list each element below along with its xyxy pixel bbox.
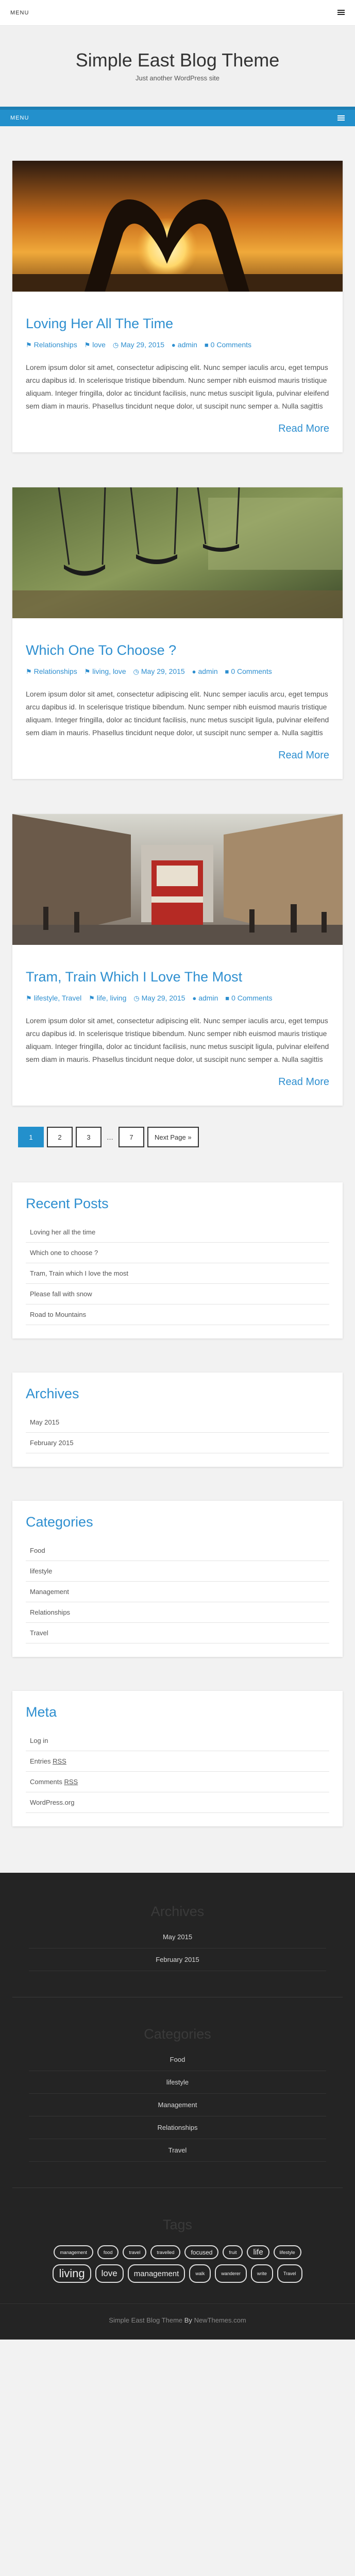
copyright-by: By (184, 2316, 192, 2324)
footer-archive-link[interactable]: February 2015 (29, 1948, 326, 1971)
post-comments-link[interactable]: 0 Comments (231, 667, 272, 675)
site-description: Just another WordPress site (135, 74, 220, 82)
site-title[interactable]: Simple East Blog Theme (75, 49, 280, 71)
recent-post-link[interactable]: Road to Mountains (26, 1304, 329, 1325)
pagination-ellipsis: … (107, 1133, 113, 1141)
pagination (0, 1126, 355, 1147)
tag-link[interactable]: fruit (223, 2245, 243, 2259)
post-meta (26, 992, 329, 1004)
page-1-button[interactable]: 1 (18, 1127, 44, 1147)
footer-widget-title: Archives (150, 1904, 205, 1919)
footer-category-link[interactable]: Food (29, 2048, 326, 2071)
post-category-link[interactable]: lifestyle, Travel (33, 994, 82, 1002)
top-menu-label[interactable]: MENU (10, 9, 29, 16)
category-link[interactable]: Food (26, 1540, 329, 1561)
post-title[interactable]: Tram, Train Which I Love The Most (26, 969, 243, 985)
recent-post-link[interactable]: Loving her all the time (26, 1222, 329, 1243)
comments-label: Comments (30, 1778, 62, 1786)
post-meta (26, 339, 329, 351)
post-category-link[interactable]: Relationships (33, 667, 77, 675)
footer-archives-widget (0, 1904, 355, 1971)
post-thumbnail-swings[interactable] (12, 487, 343, 618)
post-title[interactable]: Which One To Choose ? (26, 642, 177, 658)
user-icon: ● (192, 668, 196, 675)
widget-title: Meta (26, 1704, 57, 1720)
post-date-link[interactable]: May 29, 2015 (141, 994, 185, 1002)
post-comments-link[interactable]: 0 Comments (210, 341, 252, 349)
post-thumbnail-tram[interactable] (12, 814, 343, 945)
recent-post-link[interactable]: Which one to choose ? (26, 1243, 329, 1263)
nav-hamburger-icon[interactable] (337, 115, 345, 121)
category-link[interactable]: Management (26, 1582, 329, 1602)
post-author-link[interactable]: admin (198, 994, 218, 1002)
footer-tags-widget (0, 2217, 355, 2283)
post-comments-link[interactable]: 0 Comments (231, 994, 273, 1002)
tag-link[interactable]: focused (184, 2245, 218, 2259)
rss-abbr: RSS (53, 1757, 66, 1765)
footer-widget-title: Tags (162, 2217, 193, 2232)
main-navbar (0, 107, 355, 126)
login-link[interactable]: Log in (26, 1731, 329, 1751)
post-card (12, 161, 343, 452)
copyright-bar (0, 2303, 355, 2340)
tag-icon: ⚑ (84, 341, 91, 349)
post-tags-link[interactable]: love (92, 341, 106, 349)
post-thumbnail-heart-sunset[interactable] (12, 161, 343, 292)
copyright-link[interactable]: NewThemes.com (194, 2316, 246, 2324)
comment-icon: ■ (204, 341, 209, 349)
post-tags-link[interactable]: life, living (96, 994, 127, 1002)
footer-category-link[interactable]: Travel (29, 2139, 326, 2162)
tag-link[interactable]: travel (123, 2245, 146, 2259)
page-last-button[interactable]: 7 (119, 1127, 144, 1147)
post-meta (26, 666, 329, 677)
tag-link[interactable]: travelled (150, 2245, 180, 2259)
tag-cloud (10, 2245, 345, 2283)
bookmark-icon: ⚑ (26, 341, 32, 349)
tag-link[interactable]: Travel (277, 2264, 302, 2283)
tag-link[interactable]: love (95, 2264, 124, 2283)
page-2-button[interactable]: 2 (47, 1127, 73, 1147)
read-more-link[interactable]: Read More (278, 423, 329, 434)
tag-link[interactable]: write (251, 2264, 273, 2283)
post-date-link[interactable]: May 29, 2015 (121, 341, 165, 349)
tag-link[interactable]: wanderer (215, 2264, 247, 2283)
post-category-link[interactable]: Relationships (33, 341, 77, 349)
site-header (0, 26, 355, 107)
tag-link[interactable]: food (97, 2245, 119, 2259)
post-author-link[interactable]: admin (177, 341, 197, 349)
post-excerpt: Lorem ipsum dolor sit amet, consectetur adipiscing elit. Nunc semper iaculis arcu, eget tempus arcu dapibus id. In scelerisque tristique bibendum. Nunc semper nibh euismod mauris tristique aliquam. Integer fringilla, dolor ac tincidunt facilisis, nunc metus suscipit ligula, pulvinar eleifend sem diam in mauris. Phasellus tincidunt neque dolor, ut suscipit nunc semper a. Nulla sagittis (26, 690, 329, 737)
hamburger-icon[interactable] (337, 10, 345, 15)
post-title[interactable]: Loving Her All The Time (26, 316, 174, 331)
tag-icon: ⚑ (89, 994, 95, 1002)
clock-icon: ◷ (133, 668, 139, 675)
site-footer (0, 1873, 355, 2340)
nav-menu-label[interactable]: MENU (10, 115, 29, 121)
meta-widget (12, 1691, 343, 1826)
entries-label: Entries (30, 1757, 51, 1765)
widget-title: Archives (26, 1386, 79, 1401)
category-link[interactable]: Relationships (26, 1602, 329, 1623)
post-excerpt: Lorem ipsum dolor sit amet, consectetur adipiscing elit. Nunc semper iaculis arcu, eget tempus arcu dapibus id. In scelerisque tristique bibendum. Nunc semper nibh euismod mauris tristique aliquam. Integer fringilla, dolor ac tincidunt facilisis, nunc metus suscipit ligula, pulvinar eleifend sem diam in mauris. Phasellus tincidunt neque dolor, ut suscipit nunc semper a. Nulla sagittis (26, 1016, 329, 1063)
main-content (0, 126, 355, 1106)
footer-category-link[interactable]: Management (29, 2094, 326, 2116)
tag-link[interactable]: management (128, 2264, 185, 2283)
bookmark-icon: ⚑ (26, 994, 32, 1002)
tag-link[interactable]: walk (189, 2264, 211, 2283)
copyright-theme: Simple East Blog Theme (109, 2316, 183, 2324)
post-card (12, 487, 343, 779)
comment-icon: ■ (225, 994, 230, 1002)
widget-title: Recent Posts (26, 1196, 109, 1211)
archive-link[interactable]: May 2015 (26, 1412, 329, 1433)
archives-widget (12, 1372, 343, 1467)
comment-icon: ■ (225, 668, 229, 675)
footer-archive-link[interactable]: May 2015 (29, 1926, 326, 1948)
post-author-link[interactable]: admin (198, 667, 218, 675)
read-more-link[interactable]: Read More (278, 750, 329, 761)
category-link[interactable]: lifestyle (26, 1561, 329, 1582)
archive-link[interactable]: February 2015 (26, 1433, 329, 1453)
footer-category-link[interactable]: lifestyle (29, 2071, 326, 2094)
widget-title: Categories (26, 1514, 93, 1530)
category-link[interactable]: Travel (26, 1623, 329, 1643)
next-page-button[interactable]: Next Page » (147, 1127, 199, 1147)
user-icon: ● (192, 994, 197, 1002)
clock-icon: ◷ (112, 341, 119, 349)
read-more-link[interactable]: Read More (278, 1076, 329, 1088)
tag-icon: ⚑ (84, 668, 91, 675)
clock-icon: ◷ (133, 994, 140, 1002)
top-bar (0, 0, 355, 26)
tag-link[interactable]: living (53, 2264, 91, 2283)
entries-rss-link[interactable] (26, 1751, 329, 1772)
rss-abbr: RSS (64, 1778, 78, 1786)
recent-post-link[interactable]: Tram, Train which I love the most (26, 1263, 329, 1284)
recent-posts-widget (12, 1182, 343, 1338)
categories-widget (12, 1501, 343, 1657)
tag-link[interactable]: lifestyle (274, 2245, 301, 2259)
footer-widget-title: Categories (144, 2026, 211, 2042)
footer-categories-widget (0, 2026, 355, 2162)
post-card (12, 814, 343, 1106)
post-tags-link[interactable]: living, love (92, 667, 126, 675)
bookmark-icon: ⚑ (26, 668, 32, 675)
comments-rss-link[interactable] (26, 1772, 329, 1792)
page-3-button[interactable]: 3 (76, 1127, 102, 1147)
tag-link[interactable]: life (247, 2245, 269, 2259)
user-icon: ● (171, 341, 176, 349)
recent-post-link[interactable]: Please fall with snow (26, 1284, 329, 1304)
wordpress-org-link[interactable]: WordPress.org (26, 1792, 329, 1813)
post-excerpt: Lorem ipsum dolor sit amet, consectetur adipiscing elit. Nunc semper iaculis arcu, eget tempus arcu dapibus id. In scelerisque tristique bibendum. Nunc semper nibh euismod mauris tristique aliquam. Integer fringilla, dolor ac tincidunt facilisis, nunc metus suscipit ligula, pulvinar eleifend sem diam in mauris. Phasellus tincidunt neque dolor, ut suscipit nunc semper a. Nulla sagittis (26, 363, 329, 410)
footer-category-link[interactable]: Relationships (29, 2116, 326, 2139)
tag-link[interactable]: management (54, 2245, 93, 2259)
post-date-link[interactable]: May 29, 2015 (141, 667, 185, 675)
